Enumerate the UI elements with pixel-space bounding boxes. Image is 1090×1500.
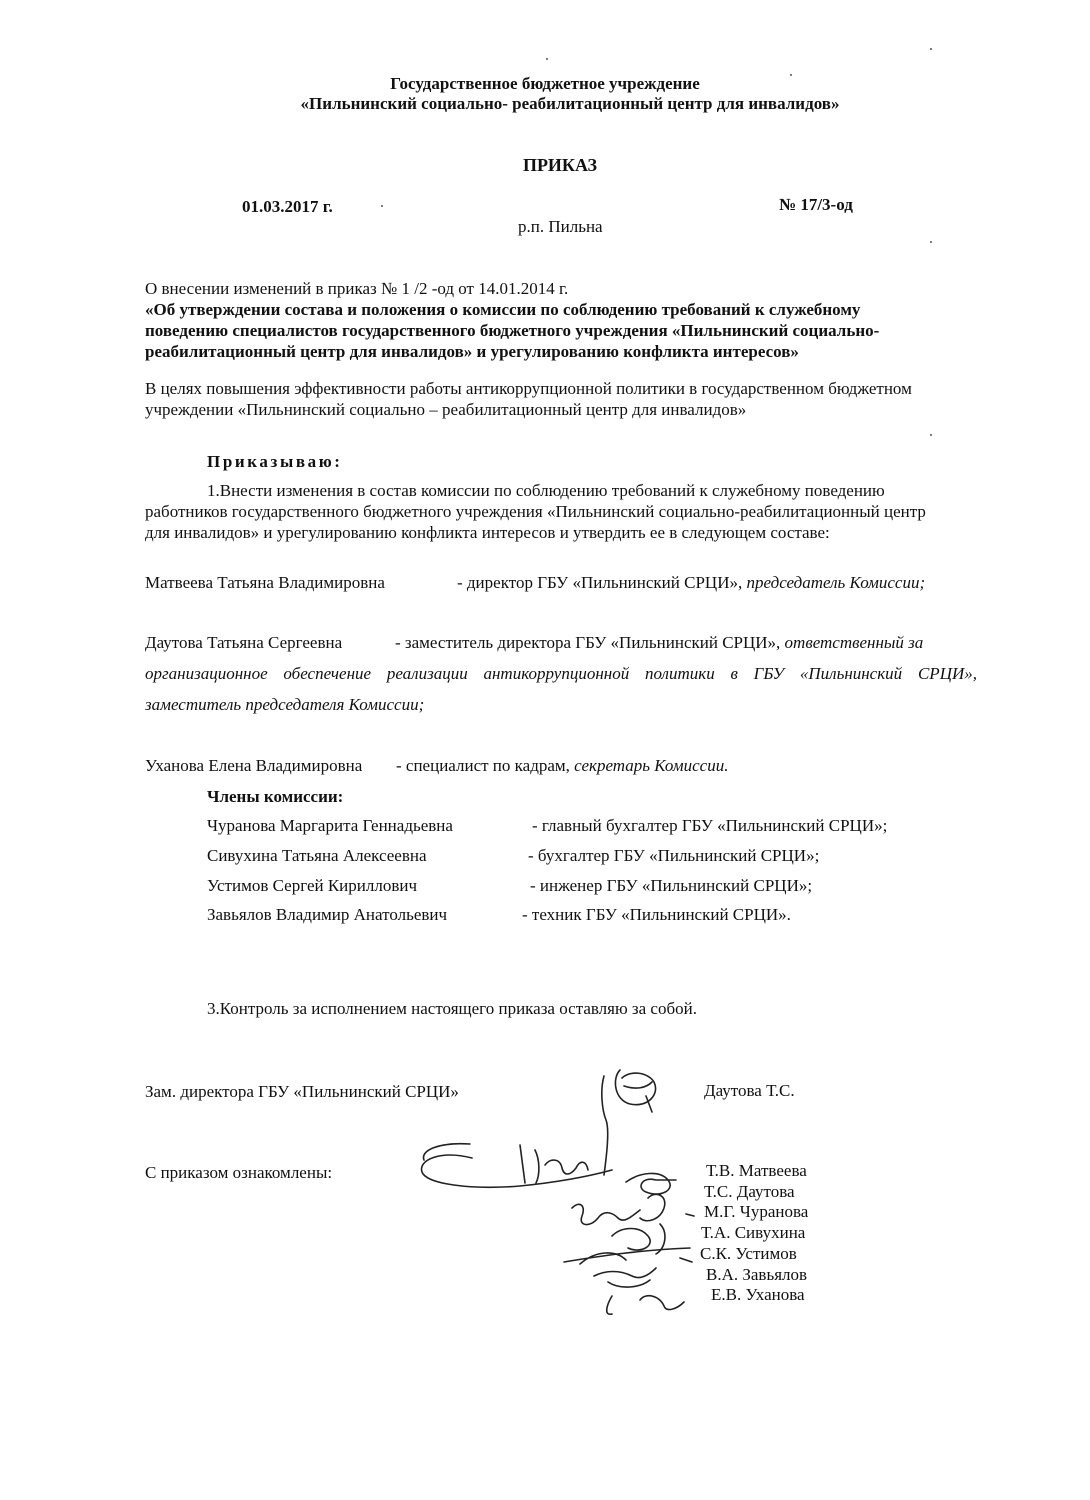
scan-speck	[930, 241, 932, 243]
org-name-line1: Государственное бюджетное учреждение	[390, 74, 700, 93]
acquainted-name: Т.В. Матвеева	[706, 1161, 807, 1180]
member-name: Сивухина Татьяна Алексеевна	[207, 846, 427, 865]
item-1-line: работников государственного бюджетного учреждения «Пильнинский социально-реабилитационный центр	[145, 502, 926, 521]
item-3: 3.Контроль за исполнением настоящего приказа оставляю за собой.	[207, 999, 697, 1018]
member-name: Чуранова Маргарита Геннадьевна	[207, 816, 453, 835]
scan-speck	[546, 58, 548, 60]
order-word: Приказываю:	[207, 452, 343, 471]
chair-name: Матвеева Татьяна Владимировна	[145, 573, 385, 592]
signer-name: Даутова Т.С.	[704, 1081, 795, 1100]
member-name: Устимов Сергей Кириллович	[207, 876, 418, 895]
member-role: - инженер ГБУ «Пильнинский СРЦИ»;	[530, 876, 813, 895]
document-title: ПРИКАЗ	[522, 155, 598, 175]
deputy-role-text: - заместитель директора ГБУ «Пильнинский СРЦИ»,	[395, 633, 785, 652]
acquainted-name: М.Г. Чуранова	[704, 1202, 809, 1221]
acquainted-label: С приказом ознакомлены:	[145, 1163, 333, 1182]
signer-position: Зам. директора ГБУ «Пильнинский СРЦИ»	[145, 1082, 459, 1101]
scan-speck	[381, 205, 383, 207]
acquainted-name: Е.В. Уханова	[711, 1285, 805, 1304]
order-place: р.п. Пильна	[518, 217, 603, 236]
deputy-role-line3: заместитель председателя Комиссии;	[145, 695, 425, 714]
acquainted-name: С.К. Устимов	[700, 1244, 797, 1263]
subject-line: реабилитационный центр для инвалидов» и урегулированию конфликта интересов»	[145, 342, 799, 361]
subject-line: «Об утверждении состава и положения о комиссии по соблюдению требований к служебному	[145, 300, 861, 319]
secretary-name: Уханова Елена Владимировна	[145, 756, 363, 775]
subject-intro: О внесении изменений в приказ № 1 /2 -од от 14.01.2014 г.	[145, 279, 569, 298]
preamble-line: учреждении «Пильнинский социально – реабилитационный центр для инвалидов»	[145, 400, 747, 419]
member-role: - бухгалтер ГБУ «Пильнинский СРЦИ»;	[528, 846, 820, 865]
deputy-role-line2: организационное обеспечение реализации антикоррупционной политики в ГБУ «Пильнинский СРЦИ»,	[145, 664, 977, 683]
subject-line: поведению специалистов государственного бюджетного учреждения «Пильнинский социально-	[145, 321, 880, 340]
deputy-role-italic: ответственный за	[784, 633, 924, 652]
scan-speck	[930, 48, 932, 50]
secretary-role-text: - специалист по кадрам,	[396, 756, 575, 775]
item-1-line: для инвалидов» и урегулированию конфликта интересов и утвердить ее в следующем составе:	[145, 523, 830, 542]
member-name: Завьялов Владимир Анатольевич	[207, 905, 448, 924]
chair-role-italic: председатель Комиссии;	[746, 573, 926, 592]
chair-role-text: - директор ГБУ «Пильнинский СРЦИ»,	[457, 573, 747, 592]
preamble-line: В целях повышения эффективности работы антикоррупционной политики в государственном бюджетном	[145, 379, 912, 398]
acquainted-name: Т.А. Сивухина	[701, 1223, 806, 1242]
members-title: Члены комиссии:	[207, 787, 344, 806]
acquainted-name: В.А. Завьялов	[706, 1265, 808, 1284]
deputy-name: Даутова Татьяна Сергеевна	[145, 633, 343, 652]
acquainted-name: Т.С. Даутова	[704, 1182, 795, 1201]
member-role: - техник ГБУ «Пильнинский СРЦИ».	[522, 905, 791, 924]
member-role: - главный бухгалтер ГБУ «Пильнинский СРЦИ»;	[532, 816, 888, 835]
item-1-line: 1.Внести изменения в состав комиссии по соблюдению требований к служебному поведению	[207, 481, 885, 500]
order-date: 01.03.2017 г.	[242, 197, 333, 216]
scan-speck	[790, 74, 792, 76]
order-number: № 17/3-од	[779, 195, 853, 214]
secretary-role-italic: секретарь Комиссии.	[574, 756, 729, 775]
scan-speck	[930, 434, 932, 436]
org-name-line2: «Пильнинский социально- реабилитационный центр для инвалидов»	[300, 94, 840, 113]
